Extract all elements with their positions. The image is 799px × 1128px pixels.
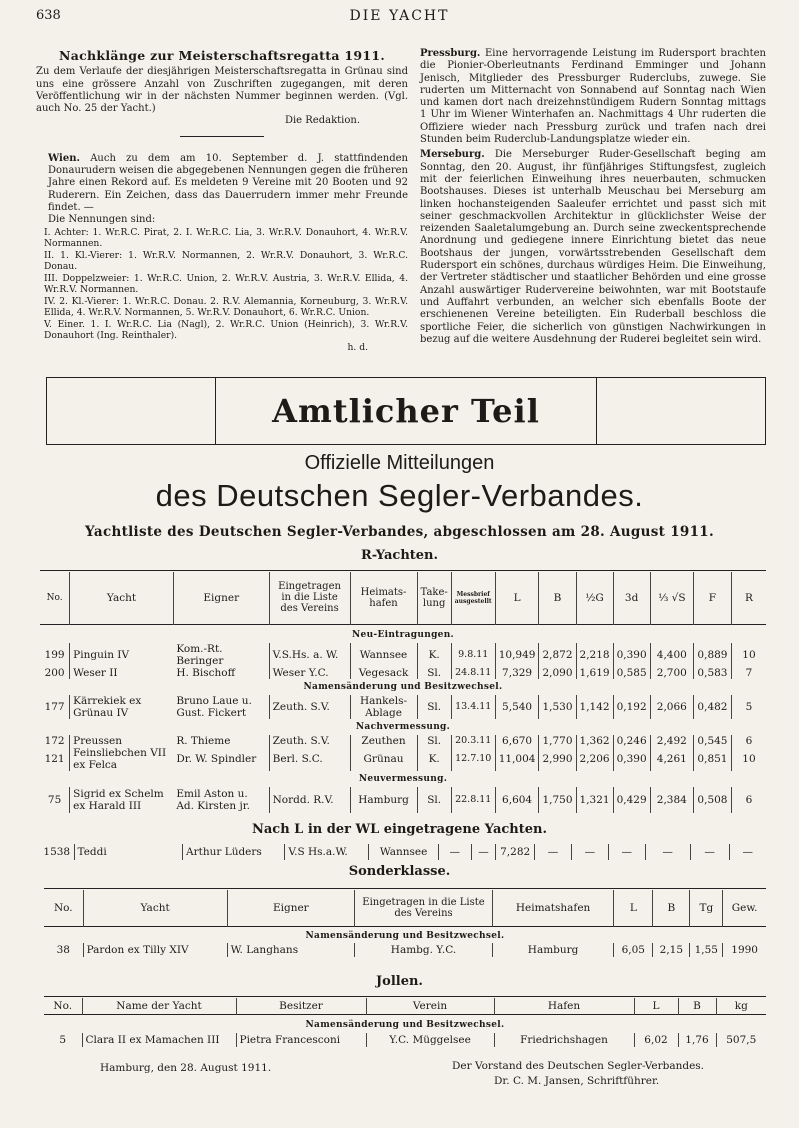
cell: K. — [417, 747, 451, 771]
entry: IV. 2. Kl.-Vierer: 1. Wr.R.C. Donau. 2. R.V. Alemannia, Korneuburg, 3. Wr.R.V. Ellida, 4. Wr.R.V. Normannen, 5. Wr.R.V. Donauhort, 6. Wr.R.C. Union. — [44, 295, 408, 319]
cell: 2,990 — [539, 747, 576, 771]
col-header: B — [653, 890, 690, 926]
cell: 6,604 — [495, 787, 539, 813]
col-header: No. — [53, 999, 73, 1012]
cell: 1,362 — [576, 735, 613, 747]
cell: Pietra Francesconi — [236, 1033, 366, 1047]
cell: 0,583 — [694, 667, 732, 679]
cell: Zeuth. S.V. — [269, 735, 350, 747]
cell: 0,246 — [613, 735, 650, 747]
signer: Dr. C. M. Jansen, Schriftführer. — [494, 1075, 660, 1087]
table-row — [40, 844, 766, 860]
col-header: Eigner — [227, 890, 355, 926]
cell: — — [471, 844, 496, 860]
cell: 11,004 — [495, 747, 539, 771]
amtlich-title: Amtlicher Teil — [272, 392, 540, 430]
cell: 7 — [731, 667, 766, 679]
cell: 0,889 — [694, 643, 732, 667]
table-row — [44, 943, 766, 957]
cell: Sl. — [417, 787, 451, 813]
cell: Weser Y.C. — [269, 667, 350, 679]
cell: 2,872 — [539, 643, 576, 667]
cell: 2,700 — [650, 667, 693, 679]
cell: 1990 — [723, 943, 766, 957]
cell: Hambg. Y.C. — [355, 943, 493, 957]
section-title: Neuvermessung. — [358, 773, 448, 784]
cell: Emil Aston u. Ad. Kirsten jr. — [176, 787, 250, 812]
col-header: Yacht — [83, 890, 227, 926]
yachtliste-heading: Yachtliste des Deutschen Segler-Verbandes, abgeschlossen am 28. August 1911. — [85, 524, 714, 540]
cell: 1,55 — [690, 943, 723, 957]
cell: Grünau — [350, 747, 417, 771]
cell: — — [608, 844, 645, 860]
cell: 10 — [731, 747, 766, 771]
cell: 4,261 — [650, 747, 693, 771]
cell: 0,585 — [613, 667, 650, 679]
cell: 2,066 — [650, 695, 693, 719]
nennungen-intro: Die Nennungen sind: — [48, 214, 156, 226]
cell: 7,329 — [495, 667, 539, 679]
cell: 507,5 — [716, 1033, 766, 1047]
cell: 6,02 — [634, 1033, 678, 1047]
cell: Nordd. R.V. — [269, 787, 350, 813]
cell: 10,949 — [495, 643, 539, 667]
cell: Hankels-Ablage — [350, 695, 417, 719]
cell: 38 — [56, 943, 70, 956]
cell: 0,390 — [613, 643, 650, 667]
cell: 0,482 — [694, 695, 732, 719]
col-header: B — [539, 572, 576, 624]
table-row — [40, 695, 766, 719]
intro-text: Zu dem Verlaufe der diesjährigen Meisterschaftsregatta in Grünau sind uns eine grössere Anzahl von Zuschriften zugegangen, mit deren Veröffentlichung wir in der nächsten Nummer beginnen werden. (Vgl. auch No. 25 der Yacht.) — [36, 66, 408, 115]
col-header: Name der Yacht — [82, 998, 236, 1014]
cell: 5 — [59, 1033, 67, 1046]
table-row — [40, 667, 766, 679]
amtlich-box — [46, 377, 766, 445]
table-row — [44, 1033, 766, 1047]
cell: 1,770 — [539, 735, 576, 747]
col-header: Tg — [690, 890, 723, 926]
col-header: L — [634, 998, 678, 1014]
nach-l-table — [40, 844, 766, 860]
cell: Kärrekiek ex Grünau IV — [70, 695, 174, 719]
cell: 12.7.10 — [451, 747, 495, 771]
rule — [40, 570, 766, 571]
cell: — — [438, 844, 471, 860]
cell: 1,619 — [576, 667, 613, 679]
jollen-table — [44, 998, 766, 1047]
merseburg-text: Die Merseburger Ruder-Gesellschaft beging am Sonntag, den 20. August, ihr fünfjähriges Stiftungsfest, zugleich mit der feierlichen Einweihung ihres neuerbauten, schmucken Bootshauses. Dieses ist unterhalb Meuschau bei Merseburg am linken hochansteigenden Saaleufer errichtet und passt sich mit seiner geschmackvollen Architektur in glücklichster Weise der reizenden Saaletalumgebung an. Durch seine zweckentsprechende Anordnung und gediegene innere Einrichtung bietet das neue Bootshaus der jungen, vorwärtsstrebenden Gesellschaft dem Rudersport ein schönes, durchaus würdiges Heim. Die Einweihung, der Vertreter städtischer und staatlicher Behörden und eine grosse Anzahl auswärtiger Rudervereine beiwohnten, war mit Bootstaufe und Auffahrt verbunden, an welcher sich ebenfalls Boote der erschienenen Vereine beteiligten. Ein Ruderball beschloss die sportliche Feier, die sicherlich von günstigen Nachwirkungen in bezug auf die weitere Ausdehnung der Ruderei begleitet sein wird. — [420, 149, 766, 345]
cell: 0,192 — [613, 695, 650, 719]
left-column — [36, 50, 408, 353]
separator — [180, 136, 264, 137]
cell: Sl. — [417, 667, 451, 679]
page-number: 638 — [36, 8, 61, 23]
cell: Teddi — [74, 844, 183, 860]
col-header: Eingetragen in die Liste des Vereins — [355, 890, 493, 926]
pressburg-paragraph — [420, 48, 766, 146]
cell: 0,429 — [613, 787, 650, 813]
cell: Pardon ex Tilly XIV — [83, 943, 227, 957]
cell: W. Langhans — [227, 943, 355, 957]
col-header: B — [678, 998, 716, 1014]
cell: 10 — [731, 643, 766, 667]
cell: — — [535, 844, 572, 860]
wien-lead: Wien. — [48, 152, 80, 164]
col-header: No. — [46, 592, 63, 603]
initials: h. d. — [347, 341, 368, 353]
jollen-heading: Jollen. — [376, 974, 423, 989]
col-header: Messbrief ausgestellt — [451, 572, 495, 624]
col-header: Eingetragen in die Liste des Vereins — [269, 572, 350, 624]
signature: Die Redaktion. — [284, 115, 360, 127]
cell: 1538 — [43, 846, 71, 858]
sonderklasse-heading: Sonderklasse. — [348, 864, 451, 879]
box-left-panel — [47, 378, 216, 444]
cell: 20.3.11 — [451, 735, 495, 747]
col-header: Verein — [366, 998, 494, 1014]
rule — [44, 888, 766, 889]
col-header: 3d — [613, 572, 650, 624]
entry: I. Achter: 1. Wr.R.C. Pirat, 2. I. Wr.R.C. Lia, 3. Wr.R.V. Donauhort, 4. Wr.R.V. Normannen. — [44, 226, 408, 250]
cell: 1,530 — [539, 695, 576, 719]
section-title: Namensänderung und Besitzwechsel. — [305, 1019, 505, 1030]
col-header: Take-lung — [417, 572, 451, 624]
r-yachten-heading: R-Yachten. — [360, 548, 439, 563]
cell: 0,390 — [613, 747, 650, 771]
cell: 2,206 — [576, 747, 613, 771]
cell: 2,218 — [576, 643, 613, 667]
wien-text: Auch zu dem am 10. September d. J. stattfindenden Donaurudern weisen die abgegebenen Nennungen gegen die früheren Jahre einen Rekord auf. Es meldeten 9 Vereine mit 20 Booten und 92 Ruderern. Ein Zeichen, dass das Dauerrudern immer mehr Freunde findet. — — [48, 152, 409, 213]
cell: 0,851 — [694, 747, 732, 771]
journal-title: DIE YACHT — [349, 8, 450, 24]
section-title: Namensänderung und Besitzwechsel. — [303, 681, 503, 692]
cell: Bruno Laue u. Gust. Fickert — [176, 694, 252, 719]
section-title: Nachvermessung. — [355, 721, 451, 732]
cell: 9.8.11 — [451, 643, 495, 667]
cell: Arthur Lüders — [183, 844, 285, 860]
entry: III. Doppelzweier: 1. Wr.R.C. Union, 2. Wr.R.V. Austria, 3. Wr.R.V. Ellida, 4. Wr.R.V. Normannen. — [44, 272, 408, 296]
cell: K. — [417, 643, 451, 667]
cell: 2,090 — [539, 667, 576, 679]
cell: 5,540 — [495, 695, 539, 719]
cell: 2,15 — [653, 943, 690, 957]
wien-paragraph — [36, 153, 408, 214]
cell: Weser II — [70, 667, 174, 679]
col-header: L — [614, 890, 653, 926]
col-header: kg — [716, 998, 766, 1014]
cell: Hamburg — [492, 943, 613, 957]
cell: 75 — [47, 793, 62, 806]
cell: Feinsliebchen VII ex Felca — [70, 747, 174, 771]
cell: 199 — [44, 648, 65, 661]
cell: — — [645, 844, 690, 860]
cell: 172 — [44, 734, 65, 747]
cell: Vegesack — [350, 667, 417, 679]
col-header: ½G — [576, 572, 613, 624]
cell: Sl. — [417, 735, 451, 747]
box-right-panel — [596, 378, 765, 444]
cell: Hamburg — [350, 787, 417, 813]
cell: — — [571, 844, 608, 860]
cell: 6 — [731, 787, 766, 813]
cell: — — [729, 844, 766, 860]
entry: II. 1. Kl.-Vierer: 1. Wr.R.V. Normannen, 2. Wr.R.V. Donauhort, 3. Wr.R.C. Donau. — [44, 249, 408, 273]
section-title: Neu-Eintragungen. — [352, 629, 454, 640]
cell: Clara II ex Mamachen III — [82, 1033, 236, 1047]
table-row — [40, 643, 766, 667]
place-date: Hamburg, den 28. August 1911. — [100, 1062, 272, 1074]
cell: Sigrid ex Schelm ex Harald III — [70, 787, 174, 813]
cell: 1,142 — [576, 695, 613, 719]
cell: 2,384 — [650, 787, 693, 813]
cell: 24.8.11 — [451, 667, 495, 679]
col-header: Besitzer — [236, 998, 366, 1014]
col-header: Hafen — [494, 998, 634, 1014]
association-title: des Deutschen Segler-Verbandes. — [155, 478, 644, 513]
cell: R. Thieme — [176, 734, 231, 747]
cell: 1,76 — [678, 1033, 716, 1047]
cell: Friedrichshagen — [494, 1033, 634, 1047]
nach-l-heading: Nach L in der WL eingetragene Yachten. — [251, 822, 547, 837]
table-header — [44, 890, 766, 926]
section-title: Namensänderung und Besitzwechsel. — [305, 930, 505, 941]
cell: 13.4.11 — [451, 695, 495, 719]
cell: 121 — [44, 752, 65, 765]
right-column — [420, 48, 766, 346]
cell: Wannsee — [350, 643, 417, 667]
entries-list — [36, 227, 408, 354]
rule — [44, 996, 766, 997]
cell: Kom.-Rt. Beringer — [176, 642, 224, 667]
article-title: Nachklänge zur Meisterschaftsregatta 1911. — [58, 48, 386, 63]
cell: Zeuthen — [350, 735, 417, 747]
col-header: No. — [53, 901, 73, 914]
cell: 0,545 — [694, 735, 732, 747]
cell: Preussen — [70, 735, 174, 747]
cell: H. Bischoff — [176, 666, 236, 679]
col-header: L — [495, 572, 539, 624]
cell: 0,508 — [694, 787, 732, 813]
r-yachten-table — [40, 572, 766, 813]
col-header: Heimats-hafen — [350, 572, 417, 624]
cell: 200 — [44, 666, 65, 679]
vorstand: Der Vorstand des Deutschen Segler-Verbandes. — [452, 1060, 705, 1072]
cell: 6 — [731, 735, 766, 747]
cell: 1,750 — [539, 787, 576, 813]
col-header: ⅓ √S — [650, 572, 693, 624]
table-row — [40, 735, 766, 747]
col-header: Eigner — [173, 572, 269, 624]
table-row — [40, 787, 766, 813]
cell: — — [690, 844, 729, 860]
cell: V.S.Hs. a. W. — [269, 643, 350, 667]
cell: 4,400 — [650, 643, 693, 667]
col-header: Yacht — [70, 572, 174, 624]
table-row — [40, 747, 766, 771]
pressburg-lead: Pressburg. — [420, 48, 481, 59]
col-header: Heimatshafen — [492, 890, 613, 926]
cell: V.S Hs.a.W. — [285, 844, 369, 860]
cell: 2,492 — [650, 735, 693, 747]
cell: 5 — [731, 695, 766, 719]
cell: Zeuth. S.V. — [269, 695, 350, 719]
cell: 177 — [44, 700, 65, 713]
cell: Berl. S.C. — [269, 747, 350, 771]
merseburg-paragraph — [420, 149, 766, 346]
table-header — [40, 572, 766, 624]
cell: 6,670 — [495, 735, 539, 747]
cell: 1,321 — [576, 787, 613, 813]
pressburg-text: Eine hervorragende Leistung im Rudersport brachten die Pionier-Oberleutnants Ferdinand Emminger und Johann Jenisch, Mitglieder des Pressburger Ruderclubs, zuwege. Sie ruderten um Mitternacht von Sonnabend auf Sonntag nach Wien und kamen dort nach dreizehnstündigem Rudern Sonntag mittags 1 Uhr im Wiener Winterhafen an. Nachmittags 4 Uhr ruderten die Offiziere wieder nach Pressburg zurück und trafen nach drei Stunden beim Ruderclub-Landungsplatze wieder ein. — [420, 48, 766, 146]
cell: Y.C. Müggelsee — [366, 1033, 494, 1047]
merseburg-lead: Merseburg. — [420, 149, 485, 161]
table-header — [44, 998, 766, 1014]
official-subtitle: Offizielle Mitteilungen — [304, 452, 495, 474]
col-header: R — [731, 572, 766, 624]
cell: 6,05 — [614, 943, 653, 957]
cell: Sl. — [417, 695, 451, 719]
cell: 22.8.11 — [451, 787, 495, 813]
entry: V. Einer. 1. I. Wr.R.C. Lia (Nagl), 2. Wr.R.C. Union (Heinrich), 3. Wr.R.V. Donauhort (Ing. Reinthaler). — [44, 318, 408, 342]
col-header: F — [694, 572, 732, 624]
cell: Dr. W. Spindler — [176, 752, 257, 765]
cell: Pinguin IV — [70, 643, 174, 667]
cell: Wannsee — [369, 844, 439, 860]
cell: 7,282 — [496, 844, 535, 860]
col-header: Gew. — [723, 890, 766, 926]
sonderklasse-table — [44, 890, 766, 957]
